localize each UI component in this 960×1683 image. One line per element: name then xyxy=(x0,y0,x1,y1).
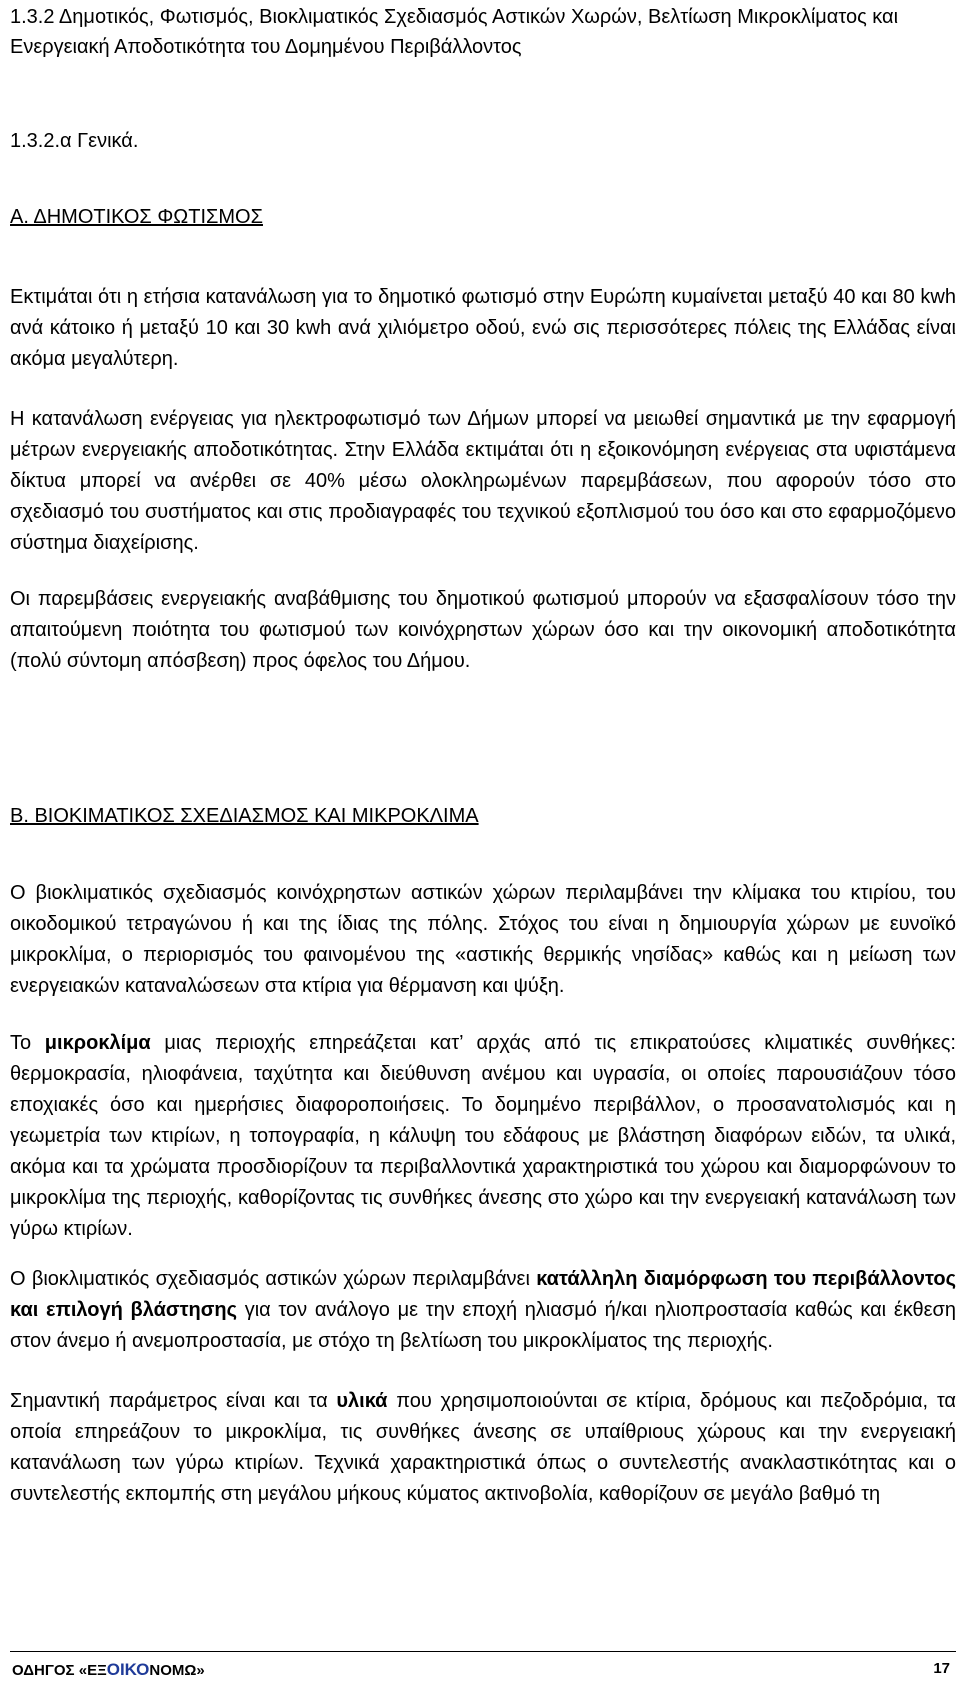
section-b-paragraph-3 xyxy=(10,1264,956,1357)
section-b-paragraph-4-start: Σημαντική παράμετρος είναι και τα xyxy=(10,1390,337,1412)
section-b-heading: Β. ΒΙΟΚΙΜΑΤΙΚΟΣ ΣΧΕΔΙΑΣΜΟΣ ΚΑΙ ΜΙΚΡΟΚΛΙΜΑ xyxy=(10,805,479,827)
footer-suffix: ΝΟΜΩ» xyxy=(149,1662,205,1679)
section-b-paragraph-4-rest: που χρησιμοποιούνται σε κτίρια, δρόμους και πεζοδρόμια, τα οποία επηρεάζουν το μικροκλίμα, τις συνθήκες άνεσης σε υπαίθριους χώρους και την ενεργειακή κατανάλωση των γύρω κτιρίων. Τεχνικά χαρακτηριστικά όπως ο συντελεστής ανακλαστικότητας και ο συντελεστής εκπομπής στη μεγάλου μήκους κύματος ακτινοβολία, καθορίζουν σε μεγάλο βαθμό τη xyxy=(10,1390,956,1505)
section-a-heading: Α. ΔΗΜΟΤΙΚΟΣ ΦΩΤΙΣΜΟΣ xyxy=(10,206,263,228)
section-b-paragraph-4 xyxy=(10,1386,956,1510)
page-footer xyxy=(10,1651,956,1680)
subsection-heading: 1.3.2.α Γενικά. xyxy=(10,130,139,152)
section-b-paragraph-2 xyxy=(10,1028,956,1245)
microclimate-term: μικροκλίμα xyxy=(44,1032,151,1054)
section-b-paragraph-2-rest: μιας περιοχής επηρεάζεται κατ’ αρχάς από τις επικρατούσες κλιματικές συνθήκες: θερμοκρασία, ηλιοφάνεια, ταχύτητα και διεύθυνση ανέμου και υγρασία, οι οποίες παρουσιάζουν τόσο εποχιακές όσο και ημερήσιες διαφοροποιήσεις. Το δομημένο περιβάλλον, ο προσανατολισμός και η γεωμετρία των κτιρίων, η τοπογραφία, η κάλυψη του εδάφους με βλάστηση διαφόρων ειδών, τα υλικά, ακόμα και τα χρώματα προσδιορίζουν τα περιβαλλοντικά χαρακτηριστικά του χώρου και διαμορφώνουν το μικροκλίμα της περιοχής, καθορίζοντας τις συνθήκες άνεσης στο χώρο και την ενεργειακή κατανάλωση των γύρω κτιρίων. xyxy=(10,1032,956,1240)
section-b-paragraph-2-start: Το xyxy=(10,1032,45,1054)
section-a-paragraph-3: Οι παρεμβάσεις ενεργειακής αναβάθμισης του δημοτικού φωτισμού μπορούν να εξασφαλίσουν τόσο την απαιτούμενη ποιότητα του φωτισμού των κοινόχρηστων χώρων όσο και την οικονομική αποδοτικότητα (πολύ σύντομη απόσβεση) προς όφελος του Δήμου. xyxy=(10,588,956,672)
section-a-paragraph-1: Εκτιμάται ότι η ετήσια κατανάλωση για το δημοτικό φωτισμό στην Ευρώπη κυμαίνεται μεταξύ 40 και 80 kwh ανά κάτοικο ή μεταξύ 10 και 30 kwh ανά χιλιόμετρο οδού, ενώ σις περισσότερες πόλεις της Ελλάδας είναι ακόμα μεγαλύτερη. xyxy=(10,286,956,370)
section-b-paragraph-1: Ο βιοκλιματικός σχεδιασμός κοινόχρηστων αστικών χώρων περιλαμβάνει την κλίμακα του κτιρίου, του οικοδομικού τετραγώνου ή και της ίδιας της πόλης. Στόχος του είναι η δημιουργία χώρων με ευνοϊκό μικροκλίμα, ο περιορισμός του φαινομένου της «αστικής θερμικής νησίδας» καθώς και η μείωση των ενεργειακών καταναλώσεων στα κτίρια για θέρμανση και ψύξη. xyxy=(10,882,956,997)
document-page xyxy=(10,0,956,1505)
document-title: 1.3.2 Δημοτικός, Φωτισμός, Βιοκλιματικός Σχεδιασμός Αστικών Χωρών, Βελτίωση Μικροκλίματος και Ενεργειακή Αποδοτικότητα του Δομημένου Περιβάλλοντος xyxy=(10,6,899,58)
footer-guide-title xyxy=(12,1660,205,1680)
section-a-paragraph-2: Η κατανάλωση ενέργειας για ηλεκτροφωτισμό των Δήμων μπορεί να μειωθεί σημαντικά με την εφαρμογή μέτρων ενεργειακής αποδοτικότητας. Στην Ελλάδα εκτιμάται ότι η εξοικονόμηση ενέργειας στα υφιστάμενα δίκτυα μπορεί να ανέρθει σε 40% μέσω ολοκληρωμένων παρεμβάσεων, που αφορούν τόσο στο σχεδιασμό του συστήματος και στις προδιαγραφές του τεχνικού εξοπλισμού του όσο και στο εφαρμοζόμενο σύστημα διαχείρισης. xyxy=(10,408,956,554)
section-b-paragraph-3-start: Ο βιοκλιματικός σχεδιασμός αστικών χώρων περιλαμβάνει xyxy=(10,1268,537,1290)
section-b-paragraph-3-rest: για τον ανάλογο με την εποχή ηλιασμό ή/και ηλιοπροστασία καθώς και έκθεση στον άνεμο ή ανεμοπροστασία, με στόχο τη βελτίωση του μικροκλίματος της περιοχής. xyxy=(10,1299,956,1352)
footer-prefix: ΟΔΗΓΟΣ «ΕΞ xyxy=(12,1662,107,1679)
footer-brand: ΟΙΚΟ xyxy=(106,1660,150,1679)
materials-term: υλικά xyxy=(336,1390,388,1412)
page-number: 17 xyxy=(933,1660,950,1677)
environment-design-term: κατάλληλη διαμόρφωση του περιβάλλοντος και επιλογή βλάστησης xyxy=(10,1268,956,1321)
